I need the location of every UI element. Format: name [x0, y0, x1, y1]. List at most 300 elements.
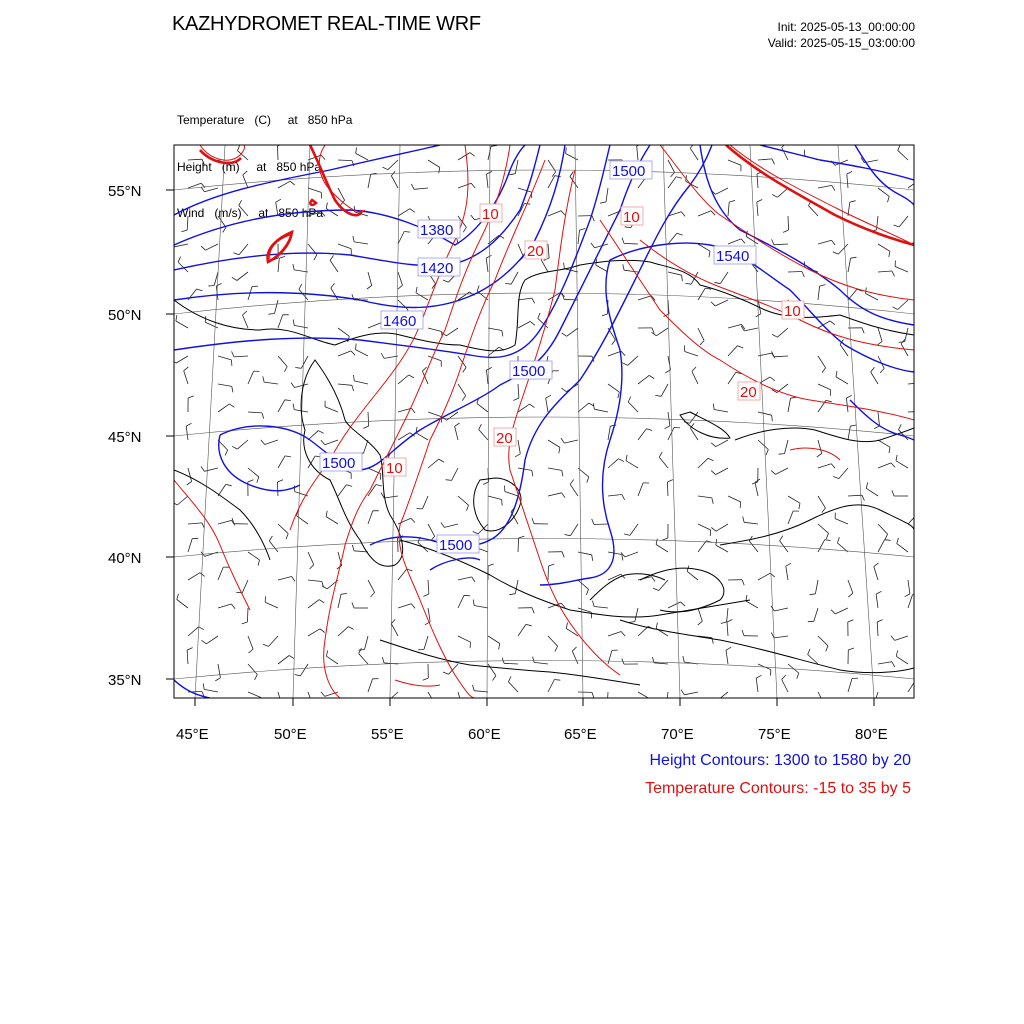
wind-barb: [594, 409, 608, 412]
wind-barb-feather: [331, 283, 335, 288]
wind-barb-feather: [411, 604, 415, 609]
wind-barb: [428, 328, 442, 332]
wind-barb: [428, 459, 439, 468]
wind-barb: [548, 680, 554, 693]
lat-label-40: 40°N: [108, 550, 142, 567]
wind-barb-feather: [286, 534, 288, 540]
wind-barb-feather: [314, 255, 317, 260]
wind-barb: [511, 272, 518, 284]
wind-barb-feather: [749, 536, 752, 541]
wind-barb-feather: [622, 495, 625, 500]
wind-barb-feather: [713, 404, 714, 410]
wind-barb-feather: [681, 690, 684, 695]
wind-barb-feather: [172, 502, 177, 505]
wind-barb: [720, 272, 728, 284]
wind-barb: [839, 468, 848, 479]
wind-barb-feather: [832, 185, 835, 190]
height-contour: [220, 145, 650, 470]
wind-barb: [204, 689, 218, 692]
wind-barb-feather: [708, 458, 713, 461]
wind-barb: [518, 468, 532, 470]
wind-barb-feather: [709, 251, 710, 257]
wind-barb: [624, 270, 638, 272]
wind-barb: [278, 577, 292, 581]
wind-barb-feather: [533, 657, 535, 663]
wind-barb: [488, 347, 499, 356]
wind-barb: [325, 407, 338, 412]
wind-barb: [391, 624, 398, 636]
wind-barb-feather: [201, 466, 204, 471]
wind-barb-feather: [423, 678, 429, 680]
wind-barb-feather: [831, 464, 835, 469]
wind-barb-feather: [418, 649, 424, 650]
wind-barb: [666, 692, 668, 706]
wind-barb-feather: [457, 705, 462, 709]
wind-barb-feather: [404, 232, 410, 233]
wind-barb: [428, 580, 429, 594]
wind-barb: [518, 384, 519, 398]
wind-barb: [278, 146, 279, 160]
wind-barb-feather: [555, 176, 561, 177]
wind-barb: [515, 580, 518, 594]
wind-barb: [668, 233, 677, 244]
wind-barb-feather: [554, 680, 560, 681]
wind-barb-feather: [502, 500, 503, 506]
wind-barb-feather: [580, 229, 586, 231]
wind-barb-feather: [471, 183, 475, 188]
lon-label-55: 55°E: [371, 726, 404, 743]
wind-barb-feather: [896, 650, 897, 656]
wind-barb-feather: [263, 644, 269, 646]
wind-barb: [717, 692, 728, 701]
wind-barb-feather: [562, 552, 564, 558]
wind-barb-feather: [319, 600, 324, 603]
wind-barb-feather: [561, 438, 564, 443]
wind-barb: [368, 511, 373, 524]
wind-barb-feather: [243, 171, 247, 175]
wind-barb: [398, 518, 411, 524]
parallel-55: [174, 170, 914, 190]
wind-barb: [607, 692, 608, 706]
wind-barb-feather: [293, 320, 294, 326]
wind-barb: [308, 431, 318, 440]
wind-barb: [177, 600, 188, 609]
wind-barb-feather: [201, 187, 205, 192]
field-wind: Wind (m/s) at 850 hPa: [177, 206, 324, 220]
wind-barb: [278, 656, 289, 665]
wind-barb-feather: [187, 648, 193, 650]
wind-barb: [218, 384, 232, 386]
wind-barb-feather: [184, 367, 189, 371]
wind-barb: [206, 636, 218, 644]
wind-barb: [901, 344, 908, 356]
wind-barb: [637, 146, 638, 160]
wind-barb: [728, 346, 738, 356]
wind-barb: [269, 541, 278, 552]
wind-barb-feather: [351, 351, 355, 355]
wind-barb: [698, 211, 711, 216]
wind-barb-feather: [621, 351, 625, 356]
wind-barb: [458, 692, 462, 705]
wind-barb-feather: [515, 454, 520, 457]
wind-barb-feather: [178, 257, 181, 263]
wind-barb-feather: [499, 644, 500, 650]
wind-barb: [308, 600, 319, 608]
wind-barb-feather: [681, 212, 685, 217]
map-frame: [174, 145, 914, 698]
wind-barb-feather: [700, 341, 704, 345]
wind-barb: [896, 656, 908, 664]
wind-barb: [626, 461, 638, 468]
wind-barb-feather: [685, 283, 691, 284]
wind-barb-feather: [612, 650, 618, 651]
wind-barb: [218, 664, 220, 678]
wind-barb: [428, 412, 441, 417]
wind-barb: [578, 230, 580, 244]
wind-barb: [777, 328, 788, 337]
wind-barb: [758, 412, 772, 415]
wind-barb: [608, 459, 619, 468]
wind-barb: [184, 371, 188, 384]
wind-barb-feather: [276, 199, 281, 202]
wind-barb-feather: [225, 450, 228, 455]
wind-barb-feather: [473, 600, 474, 606]
wind-barb: [630, 524, 638, 535]
wind-barb: [368, 174, 371, 188]
wind-barb: [218, 216, 226, 228]
wind-barb-feather: [463, 367, 466, 372]
wind-barb-feather: [891, 463, 895, 468]
temp-contour: [640, 240, 914, 350]
wind-barb: [687, 571, 698, 580]
wind-barb-feather: [255, 674, 258, 679]
wind-barb: [488, 328, 502, 331]
wind-barb-feather: [832, 240, 836, 245]
wind-barb: [278, 692, 282, 706]
wind-barb-feather: [566, 623, 567, 629]
temp-label: 10: [482, 206, 499, 223]
wind-barb-feather: [592, 555, 593, 561]
wind-barb-feather: [376, 485, 382, 487]
height-contour: [174, 680, 210, 698]
wind-barb-feather: [822, 368, 826, 373]
wind-barb: [541, 260, 548, 272]
wind-barb-feather: [249, 649, 254, 653]
wind-barb: [398, 604, 411, 608]
wind-barb: [638, 296, 651, 300]
wind-barb: [876, 594, 878, 608]
wind-barb-feather: [756, 675, 761, 678]
wind-barb-feather: [721, 622, 727, 624]
wind-barb: [668, 177, 676, 188]
wind-barb: [866, 488, 878, 496]
lat-label-45: 45°N: [108, 429, 142, 446]
wind-barb-feather: [455, 423, 460, 426]
wind-barb-feather: [559, 447, 560, 453]
wind-barb-feather: [682, 275, 683, 281]
wind-barb: [908, 411, 922, 412]
wind-barb: [716, 545, 728, 552]
wind-barb: [578, 552, 592, 555]
wind-barb: [714, 410, 728, 413]
wind-barb: [534, 662, 548, 664]
wind-barb-feather: [561, 211, 565, 215]
wind-barb-feather: [741, 239, 745, 244]
wind-barb: [308, 456, 315, 468]
afghanistan-border: [620, 620, 914, 673]
wind-barb: [278, 524, 288, 534]
wind-barb-feather: [354, 375, 355, 381]
wind-barb: [428, 524, 435, 536]
wind-barb-feather: [470, 642, 471, 648]
wind-barb-feather: [655, 395, 661, 396]
wind-barb: [659, 457, 668, 468]
wind-barb: [398, 232, 404, 245]
wind-barb: [368, 412, 369, 426]
temp-contour: [660, 145, 914, 300]
wind-barb: [878, 540, 885, 552]
wind-barb-feather: [791, 397, 797, 398]
wind-barb: [698, 458, 708, 468]
wind-barb: [518, 624, 526, 636]
wind-barb-feather: [277, 706, 282, 710]
wind-barb: [452, 468, 458, 480]
wind-barb: [398, 569, 407, 580]
wind-barb: [788, 398, 791, 412]
meridian-65: [575, 145, 583, 698]
wind-barb-feather: [681, 602, 685, 606]
wind-barb-feather: [711, 443, 716, 447]
wind-barb: [786, 566, 788, 580]
aral-sea: [474, 478, 521, 531]
wind-barb: [278, 181, 290, 188]
wind-barb-feather: [233, 253, 239, 255]
temp-label: 20: [527, 243, 544, 260]
wind-barb: [479, 430, 488, 440]
wind-barb: [746, 601, 758, 608]
wind-barb: [756, 678, 758, 692]
wind-barb: [416, 433, 428, 440]
wind-barb: [331, 288, 338, 300]
wind-barb: [486, 258, 488, 272]
wind-barb-feather: [292, 577, 295, 582]
wind-barb: [444, 524, 458, 527]
wind-barb: [895, 636, 908, 640]
wind-barb-feather: [622, 363, 627, 366]
wind-barb: [248, 412, 262, 413]
wind-barb-feather: [352, 602, 354, 608]
wind-barb-feather: [797, 673, 799, 679]
height-label: 1420: [420, 260, 454, 277]
wind-barb: [239, 244, 248, 255]
wind-barb-feather: [905, 594, 910, 597]
temp-contour-bold: [310, 145, 362, 215]
wind-barb: [218, 356, 231, 360]
wind-barb-feather: [410, 209, 415, 213]
wind-barb-feather: [263, 376, 264, 382]
wind-barb: [548, 636, 558, 646]
wind-barb-feather: [783, 230, 789, 232]
wind-barb-feather: [564, 263, 565, 269]
wind-barb-feather: [565, 535, 571, 536]
wind-barb-feather: [891, 636, 895, 641]
wind-barb: [757, 174, 758, 188]
wind-barb-feather: [714, 282, 720, 283]
wind-barb: [447, 412, 458, 420]
wind-barb: [294, 325, 308, 328]
wind-barb-feather: [698, 621, 703, 625]
wind-barb: [716, 188, 729, 194]
wind-barb: [878, 328, 882, 341]
wind-barb-feather: [472, 577, 475, 582]
wind-barb-feather: [321, 212, 325, 217]
wind-barb-feather: [479, 424, 482, 429]
wind-barb-feather: [786, 563, 791, 566]
wind-barb: [187, 216, 188, 230]
wind-barb-feather: [509, 594, 515, 595]
wind-barb-feather: [848, 620, 854, 622]
wind-barb: [243, 315, 249, 328]
wind-barb: [684, 692, 698, 695]
wind-barb: [848, 258, 851, 272]
wind-barb: [388, 160, 398, 170]
wind-barb-feather: [483, 482, 489, 484]
wind-barb-feather: [423, 594, 429, 596]
wind-barb: [338, 351, 351, 356]
wind-barb: [818, 524, 829, 533]
wind-barb: [625, 552, 638, 557]
wind-barb: [594, 524, 608, 525]
wind-barb-feather: [200, 573, 205, 577]
wind-barb: [237, 440, 248, 449]
wind-barb: [848, 679, 852, 692]
wind-barb: [474, 606, 488, 609]
meridian-70: [663, 145, 680, 698]
wind-barb-feather: [197, 289, 203, 291]
wind-barb: [269, 636, 278, 646]
wind-barb-feather: [743, 517, 744, 523]
wind-barb: [818, 464, 831, 468]
wind-barb-feather: [546, 395, 551, 398]
wind-barb-feather: [892, 662, 895, 667]
temp-label: 10: [623, 209, 640, 226]
wind-barb-feather: [628, 397, 631, 403]
wind-barb: [458, 595, 464, 608]
wind-barb-feather: [176, 315, 177, 321]
wind-barb: [874, 692, 878, 705]
wind-barb: [848, 495, 862, 496]
wind-barb-feather: [660, 706, 666, 707]
wind-barb: [488, 636, 500, 644]
wind-barb: [458, 356, 466, 367]
wind-barb-feather: [411, 184, 414, 189]
wind-barb-feather: [462, 396, 466, 401]
wind-barb: [308, 580, 322, 582]
wind-barb: [758, 573, 770, 580]
height-label: 1500: [612, 163, 646, 180]
lon-label-45: 45°E: [176, 726, 209, 743]
height-contours: [174, 145, 914, 698]
wind-barb: [247, 608, 248, 622]
wind-barb-feather: [203, 684, 204, 690]
wind-barb: [326, 517, 338, 524]
wind-barb-feather: [562, 493, 565, 498]
wind-barb: [838, 244, 848, 254]
wind-barb-feather: [202, 640, 207, 644]
wind-barb-feather: [320, 629, 325, 633]
wind-barb: [815, 580, 818, 594]
wind-barb: [248, 692, 261, 698]
wind-barb: [728, 324, 742, 328]
wind-barb: [567, 328, 578, 336]
wind-barb: [661, 384, 668, 396]
wind-barb-feather: [833, 477, 839, 479]
wind-barb-feather: [532, 518, 534, 524]
wind-barb-feather: [592, 216, 594, 222]
height-contour-legend: Height Contours: 1300 to 1580 by 20: [649, 752, 911, 769]
wind-barb-feather: [711, 471, 716, 475]
wind-barb: [242, 580, 248, 593]
wind-barb-feather: [897, 538, 899, 544]
wind-barb: [716, 524, 728, 531]
wind-barb-feather: [353, 236, 354, 242]
wind-barb: [898, 300, 908, 310]
wind-barb: [638, 429, 646, 440]
wind-barb-feather: [862, 495, 864, 501]
wind-barb-feather: [659, 452, 662, 457]
wind-barb-feather: [467, 505, 469, 511]
height-label: 1460: [383, 313, 417, 330]
wind-barb: [455, 426, 458, 440]
init-time: Init: 2025-05-13_00:00:00: [777, 20, 915, 34]
wind-barb-feather: [772, 415, 773, 421]
wind-barb-feather: [257, 477, 259, 483]
wind-barb: [391, 176, 398, 188]
wind-barb: [897, 544, 908, 552]
wind-barb-feather: [252, 286, 258, 287]
wind-barb: [608, 495, 622, 497]
wind-barb: [388, 692, 398, 701]
wind-barb-feather: [622, 555, 623, 561]
wind-barb: [866, 294, 878, 301]
wind-barb-feather: [262, 413, 264, 419]
wind-barb-feather: [850, 425, 856, 426]
wind-barb-feather: [866, 482, 867, 488]
wind-barb: [487, 370, 489, 384]
wind-barb-feather: [799, 503, 800, 509]
height-contour-labels: [320, 161, 756, 554]
wind-barb-feather: [186, 423, 191, 426]
wind-barb-feather: [592, 692, 594, 698]
wind-barb: [698, 328, 704, 341]
wind-barb-feather: [487, 367, 492, 370]
temp-label: 10: [386, 460, 403, 477]
height-contour: [760, 145, 914, 180]
wind-barb-feather: [238, 145, 240, 151]
wind-barb: [186, 426, 188, 440]
wind-barb-feather: [441, 523, 444, 528]
wind-barb: [716, 440, 728, 447]
wind-barb: [354, 242, 368, 244]
wind-barb-feather: [570, 480, 574, 485]
temperature-contour-labels: [384, 204, 804, 477]
wind-barb: [177, 496, 188, 505]
wind-barb: [715, 300, 728, 306]
wind-barb: [878, 412, 880, 426]
wind-barb: [698, 541, 706, 552]
wind-barb-feather: [326, 511, 327, 517]
meridian-80: [838, 145, 874, 698]
